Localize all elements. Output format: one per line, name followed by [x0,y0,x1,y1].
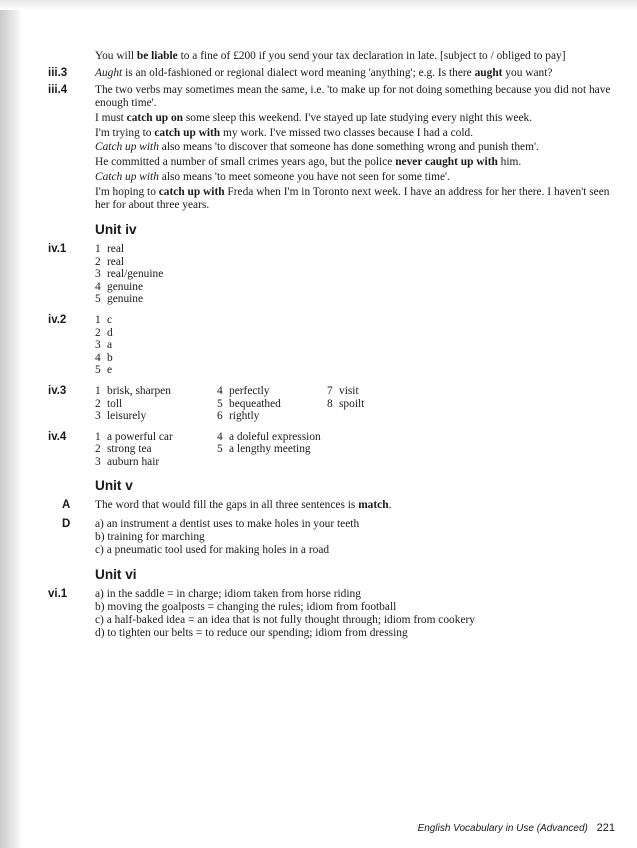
section-iv-3 [0,385,637,423]
grid-cell: 5 a lengthy meeting [217,443,311,456]
iii4-p3: I'm trying to catch up with my work. I've missed two classes because I had a cold. [95,126,474,139]
vi-1-line: c) a half-baked idea = an idea that is not fully thought through; idiom from cookery [95,613,475,626]
grid-cell: 4 perfectly [217,384,270,397]
grid-cell: 6 rightly [217,410,260,423]
grid-cell: 4 a doleful expression [217,430,321,443]
list-item: 3 a [95,339,113,352]
v-d-line: a) an instrument a dentist uses to make holes in your teeth [95,518,360,531]
grid-row [95,443,623,456]
answer-key-page [0,50,637,640]
book-title: English Vocabulary in Use (Advanced) [417,823,588,834]
grid-cell: 1 a powerful car [95,430,173,443]
iv2-list [95,314,623,377]
section-vi-1 [0,588,637,640]
section-label: A [62,499,71,512]
iii4-p4: Catch up with also means 'to discover that someone has done something wrong and punish them'. [95,141,539,154]
section-iii-4 [0,84,637,212]
iii4-p5: He committed a number of small crimes years ago, but the police never caught up with him. [95,156,522,169]
grid-cell: 5 bequeathed [217,397,281,410]
vi-1-line: a) in the saddle = in charge; idiom taken from horse riding [95,588,361,601]
list-item: 2 d [95,326,113,339]
unit-iv-heading: Unit iv [95,221,137,237]
section-label: D [62,518,71,531]
iii4-p6: Catch up with also means 'to meet someone you have not seen for some time'. [95,171,450,184]
grid-cell: 7 visit [327,384,359,397]
intro-answer [0,50,637,63]
intro-paragraph: You will be liable to a fine of £200 if you send your tax declaration in late. [subject to / obliged to pay] [95,50,566,62]
section-iv-1 [0,243,637,306]
grid-cell: 2 strong tea [95,443,152,456]
section-label: iv.1 [48,242,67,255]
section-iv-4 [0,431,637,469]
list-item: 1 real [95,242,125,255]
section-label: iv.2 [48,313,67,326]
section-iv-2 [0,314,637,377]
list-item: 3 real/genuine [95,268,164,281]
section-label: vi.1 [48,588,68,601]
list-item: 2 real [95,255,125,268]
iv1-list [95,243,623,306]
vi-1-line: d) to tighten our belts = to reduce our spending; idiom from dressing [95,626,408,639]
grid-row [95,398,623,411]
section-v-a [0,499,637,512]
grid-row [95,385,623,398]
grid-row [95,410,623,423]
iv4-grid [95,431,623,469]
v-a-paragraph: The word that would fill the gaps in all three sentences is match. [95,499,392,512]
iii4-p1: The two verbs may sometimes mean the same, i.e. 'to make up for not doing something because you did not have enough time'. [95,83,611,109]
grid-row [95,456,623,469]
v-d-line: b) training for marching [95,531,205,544]
iv3-grid [95,385,623,423]
list-item: 1 c [95,313,113,326]
section-label: iii.4 [48,83,68,96]
unit-v-heading: Unit v [95,478,133,494]
section-label: iv.4 [48,430,67,443]
section-iii-3 [0,67,637,80]
grid-cell: 2 toll [95,397,123,410]
list-item: 5 genuine [95,293,144,306]
list-item: 5 e [95,364,113,377]
page-footer [418,822,615,834]
iii4-p2: I must catch up on some sleep this weekend. I've stayed up late studying every night this week. [95,111,533,124]
section-label: iii.3 [48,66,68,79]
grid-cell: 3 leisurely [95,410,147,423]
section-label: iv.3 [48,384,67,397]
list-item: 4 genuine [95,280,144,293]
v-d-line: c) a pneumatic tool used for making holes in a road [95,544,330,557]
page-number: 221 [596,822,615,834]
unit-vi-heading: Unit vi [95,567,137,583]
grid-cell: 3 auburn hair [95,455,160,468]
vi-1-line: b) moving the goalposts = changing the rules; idiom from football [95,601,397,613]
grid-row [95,431,623,444]
grid-cell: 1 brisk, sharpen [95,384,171,397]
list-item: 4 b [95,351,113,364]
page-top-shadow [0,0,637,10]
iii4-p7: I'm hoping to catch up with Freda when I'm in Toronto next week. I have an address for her there. I haven't seen her for about three years. [95,186,610,212]
iii3-paragraph: Aught is an old-fashioned or regional dialect word meaning 'anything'; e.g. Is there aught you want? [95,66,553,79]
grid-cell: 8 spoilt [327,397,365,410]
section-v-d [0,518,637,557]
